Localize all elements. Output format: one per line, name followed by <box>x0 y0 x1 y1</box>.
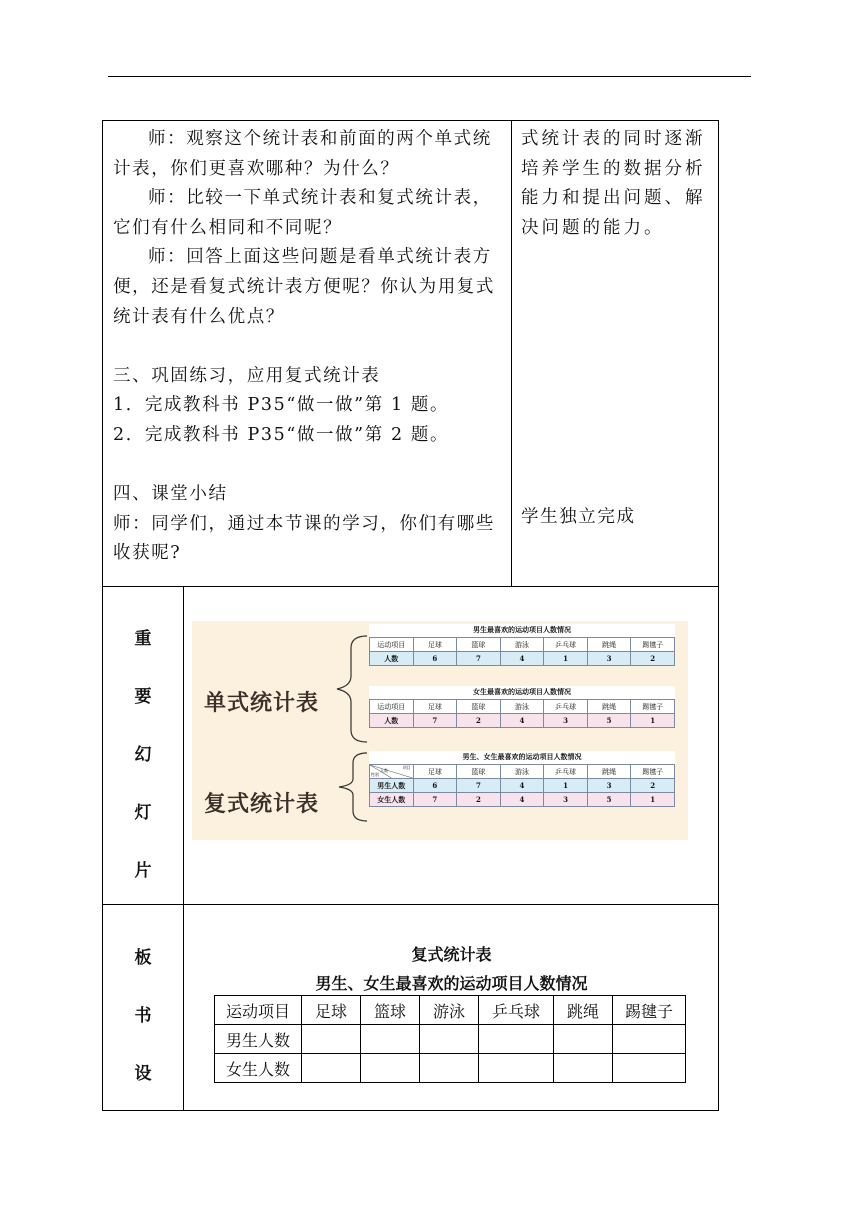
cell-value: 4 <box>500 779 544 793</box>
cell-sport: 跳绳 <box>587 638 631 652</box>
board-label-char-1: 板 <box>134 948 152 968</box>
cell-value: 3 <box>587 652 631 666</box>
board-label-char-2: 书 <box>134 1006 152 1026</box>
lesson-table <box>102 120 719 587</box>
cell-value: 7 <box>457 652 501 666</box>
board-label-char-3: 设 <box>134 1064 152 1084</box>
cell-row-header: 女生人数 <box>370 793 414 807</box>
board-empty-cell <box>554 1025 613 1054</box>
slide-label-char-1: 重 <box>134 629 152 649</box>
row-label-divider <box>183 905 184 1110</box>
cell-sport: 足球 <box>413 700 457 714</box>
diagonal-header-cell <box>370 765 414 779</box>
cell-sport: 乒乓球 <box>544 700 588 714</box>
cell-value: 6 <box>413 779 457 793</box>
cell-value: 2 <box>631 779 675 793</box>
board-row-label: 女生人数 <box>215 1054 302 1083</box>
key-slides-row <box>102 586 719 905</box>
diag-label-gender: 性别 <box>371 772 379 777</box>
board-header-cell: 乒乓球 <box>479 996 554 1025</box>
cell-value: 7 <box>457 779 501 793</box>
cell-sport: 足球 <box>413 765 457 779</box>
teacher-question-2: 师：比较一下单式统计表和复式统计表，它们有什么相同和不同呢？ <box>113 188 492 238</box>
diag-label-item: 项目 <box>402 765 411 770</box>
cell-sport: 踢毽子 <box>631 700 675 714</box>
slide-image <box>192 621 688 840</box>
board-empty-cell <box>420 1054 479 1083</box>
board-header-cell: 篮球 <box>361 996 420 1025</box>
boys-table <box>369 624 675 666</box>
column-divider <box>511 121 512 586</box>
board-header-cell: 跳绳 <box>554 996 613 1025</box>
cell-value: 5 <box>587 714 631 728</box>
cell-sport: 乒乓球 <box>544 765 588 779</box>
cell-sport: 跳绳 <box>587 765 631 779</box>
cell-sport: 篮球 <box>457 638 501 652</box>
board-empty-cell <box>479 1054 554 1083</box>
lesson-process-column <box>113 125 505 569</box>
board-table <box>214 995 686 1083</box>
board-empty-cell <box>361 1025 420 1054</box>
cell-value: 2 <box>457 714 501 728</box>
cell-value: 1 <box>544 779 588 793</box>
cell-value: 2 <box>457 793 501 807</box>
compound-table <box>369 751 675 807</box>
board-empty-cell <box>302 1025 361 1054</box>
board-empty-cell <box>302 1054 361 1083</box>
header-rule <box>108 76 751 77</box>
compound-table-title: 男生、女生最喜欢的运动项目人数情况 <box>462 753 582 761</box>
cell-sport: 游泳 <box>500 700 544 714</box>
cell-value: 4 <box>500 793 544 807</box>
board-header-cell: 足球 <box>302 996 361 1025</box>
board-design-row <box>102 904 719 1111</box>
slide-label-char-2: 要 <box>134 687 152 707</box>
board-empty-cell <box>554 1054 613 1083</box>
board-empty-cell <box>479 1025 554 1054</box>
cell-sport: 游泳 <box>500 765 544 779</box>
cell-header: 运动项目 <box>370 638 414 652</box>
board-title: 复式统计表 <box>411 945 492 964</box>
cell-value: 4 <box>500 714 544 728</box>
cell-sport: 篮球 <box>457 765 501 779</box>
section-heading-practice: 三、巩固练习，应用复式统计表 <box>113 365 381 386</box>
slide-label-char-3: 幻 <box>134 745 152 765</box>
board-empty-cell <box>361 1054 420 1083</box>
cell-value: 3 <box>587 779 631 793</box>
teacher-question-1: 师：观察这个统计表和前面的两个单式统计表，你们更喜欢哪种？为什么？ <box>113 129 492 179</box>
practice-item-1: 1．完成教科书 P35“做一做”第 1 题。 <box>113 395 450 416</box>
single-brace <box>331 634 371 744</box>
cell-value: 3 <box>544 793 588 807</box>
teacher-summary-question: 师：同学们，通过本节课的学习，你们有哪些收获呢? <box>113 513 495 564</box>
cell-sport: 游泳 <box>500 638 544 652</box>
diag-label-count: 人数 <box>380 768 388 773</box>
cell-value: 7 <box>413 793 457 807</box>
section-heading-summary: 四、课堂小结 <box>113 484 228 505</box>
slide-label-char-4: 灯 <box>134 803 152 823</box>
teacher-question-3: 师：回答上面这些问题是看单式统计表方便，还是看复式统计表方便呢？你认为用复式统计表有什么优点？ <box>113 247 495 327</box>
cell-value: 1 <box>631 714 675 728</box>
board-header-cell: 运动项目 <box>215 996 302 1025</box>
board-empty-cell <box>613 1025 686 1054</box>
design-intent-text: 式统计表的同时逐渐培养学生的数据分析能力和提出问题、解决问题的能力。 <box>521 129 706 238</box>
cell-row-header: 男生人数 <box>370 779 414 793</box>
cell-sport: 踢毽子 <box>631 638 675 652</box>
practice-item-2: 2．完成教科书 P35“做一做”第 2 题。 <box>113 424 450 445</box>
board-subtitle: 男生、女生最喜欢的运动项目人数情况 <box>315 974 588 993</box>
cell-sport: 乒乓球 <box>544 638 588 652</box>
cell-value: 3 <box>544 714 588 728</box>
cell-value: 5 <box>587 793 631 807</box>
single-table-label: 单式统计表 <box>204 691 320 716</box>
student-note: 学生独立完成 <box>521 507 636 527</box>
girls-table-title: 女生最喜欢的运动项目人数情况 <box>473 688 571 696</box>
compound-brace <box>331 751 371 823</box>
slide-label-char-5: 片 <box>134 861 152 881</box>
cell-value: 1 <box>544 652 588 666</box>
cell-value: 1 <box>631 793 675 807</box>
cell-sport: 踢毽子 <box>631 765 675 779</box>
board-empty-cell <box>420 1025 479 1054</box>
cell-sport: 篮球 <box>457 700 501 714</box>
cell-value: 2 <box>631 652 675 666</box>
cell-row-header: 人数 <box>370 714 414 728</box>
boys-table-title: 男生最喜欢的运动项目人数情况 <box>473 626 571 634</box>
cell-value: 4 <box>500 652 544 666</box>
compound-table-label: 复式统计表 <box>204 792 320 817</box>
board-header-cell: 踢毽子 <box>613 996 686 1025</box>
cell-sport: 足球 <box>413 638 457 652</box>
cell-row-header: 人数 <box>370 652 414 666</box>
girls-table <box>369 686 675 728</box>
cell-value: 7 <box>413 714 457 728</box>
cell-sport: 跳绳 <box>587 700 631 714</box>
row-label-divider <box>183 586 184 904</box>
board-row-label: 男生人数 <box>215 1025 302 1054</box>
cell-value: 6 <box>413 652 457 666</box>
board-empty-cell <box>613 1054 686 1083</box>
board-header-cell: 游泳 <box>420 996 479 1025</box>
cell-header: 运动项目 <box>370 700 414 714</box>
